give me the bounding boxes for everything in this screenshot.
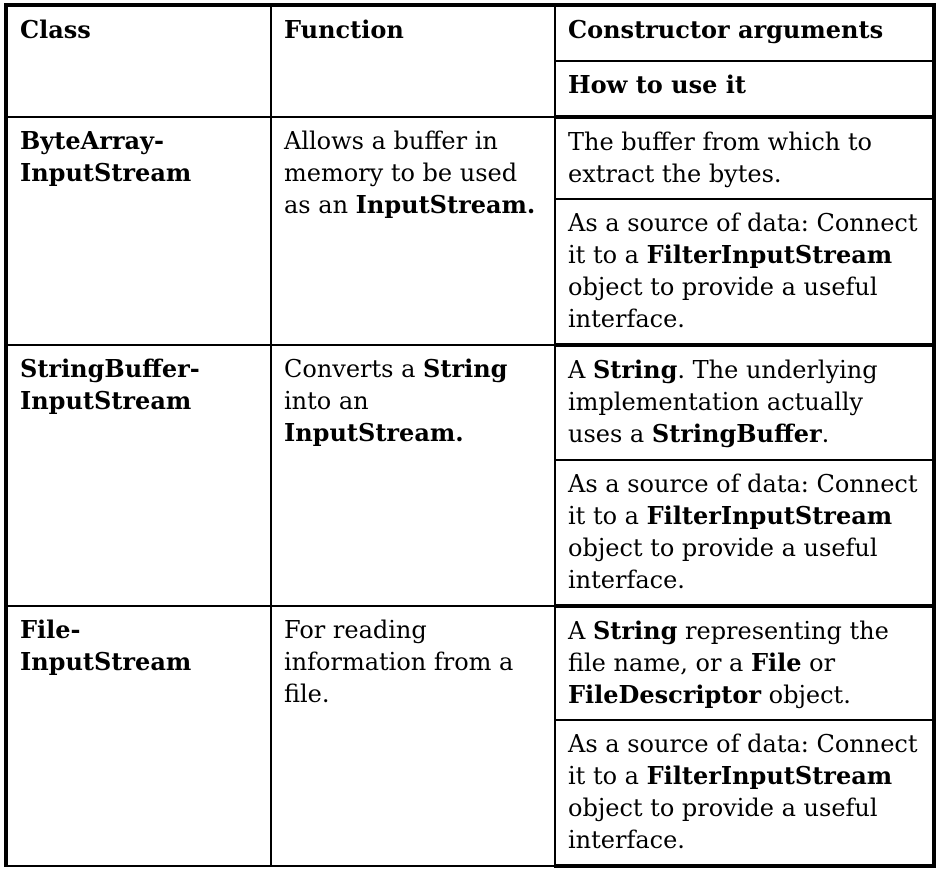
text-run: . The underlying implementation actually uses a [568, 356, 878, 448]
header-class: Class [6, 5, 271, 117]
text-run: As a source of data: Connect it to a [568, 470, 918, 530]
class-name-part: ByteArray- [20, 126, 164, 155]
input-stream-table [4, 3, 936, 868]
class-name-part: StringBuffer- [20, 354, 200, 383]
bold-text-run: String [423, 354, 508, 383]
text-run: . [821, 420, 830, 448]
class-name-part: InputStream [20, 386, 192, 415]
bold-text-run: FileDescriptor [568, 680, 762, 709]
text-run: into an [284, 387, 369, 415]
constructor-cell [555, 117, 934, 199]
constructor-cell [555, 606, 934, 720]
text-run: representing the file name, or a [568, 617, 889, 677]
class-name-part: File- [20, 615, 81, 644]
bold-text-run: InputStream. [355, 190, 536, 219]
usage-cell [555, 460, 934, 606]
text-run: or [801, 649, 836, 677]
bold-text-run: FilterInputStream [646, 501, 893, 530]
table-row [6, 606, 934, 720]
bold-text-run: String [592, 616, 678, 645]
text-run: object to provide a useful interface. [568, 534, 878, 594]
function-cell [271, 345, 555, 606]
class-cell [6, 117, 271, 345]
usage-cell [555, 720, 934, 866]
header-usage: How to use it [555, 61, 934, 117]
header-function: Function [271, 5, 555, 117]
text-run: The buffer from which to extract the bytes. [568, 128, 872, 188]
bold-text-run: FilterInputStream [646, 240, 893, 269]
bold-text-run: InputStream. [284, 418, 464, 447]
text-run: object to provide a useful interface. [568, 794, 878, 854]
bold-text-run: String [592, 355, 678, 384]
table-row [6, 345, 934, 460]
constructor-cell [555, 345, 934, 460]
text-run: A [568, 356, 593, 384]
class-name-part: InputStream [20, 647, 192, 676]
usage-cell [555, 199, 934, 345]
header-constructor: Constructor arguments [555, 5, 934, 61]
text-run: As a source of data: Connect it to a [568, 209, 918, 269]
text-run: object. [761, 681, 851, 709]
class-cell [6, 345, 271, 606]
class-name-part: InputStream [20, 158, 192, 187]
bold-text-run: FilterInputStream [646, 761, 893, 790]
bold-text-run: StringBuffer [651, 419, 822, 448]
function-cell [271, 606, 555, 866]
header-row [6, 5, 934, 61]
text-run: Converts a [284, 355, 424, 383]
text-run: object to provide a useful interface. [568, 273, 878, 333]
text-run: Allows a buffer in memory to be used as an [284, 127, 518, 219]
bold-text-run: File [751, 648, 802, 677]
function-cell [271, 117, 555, 345]
table-row [6, 117, 934, 199]
text-run: As a source of data: Connect it to a [568, 730, 918, 790]
text-run: A [568, 617, 593, 645]
class-cell [6, 606, 271, 866]
text-run: For reading information from a file. [284, 616, 514, 708]
